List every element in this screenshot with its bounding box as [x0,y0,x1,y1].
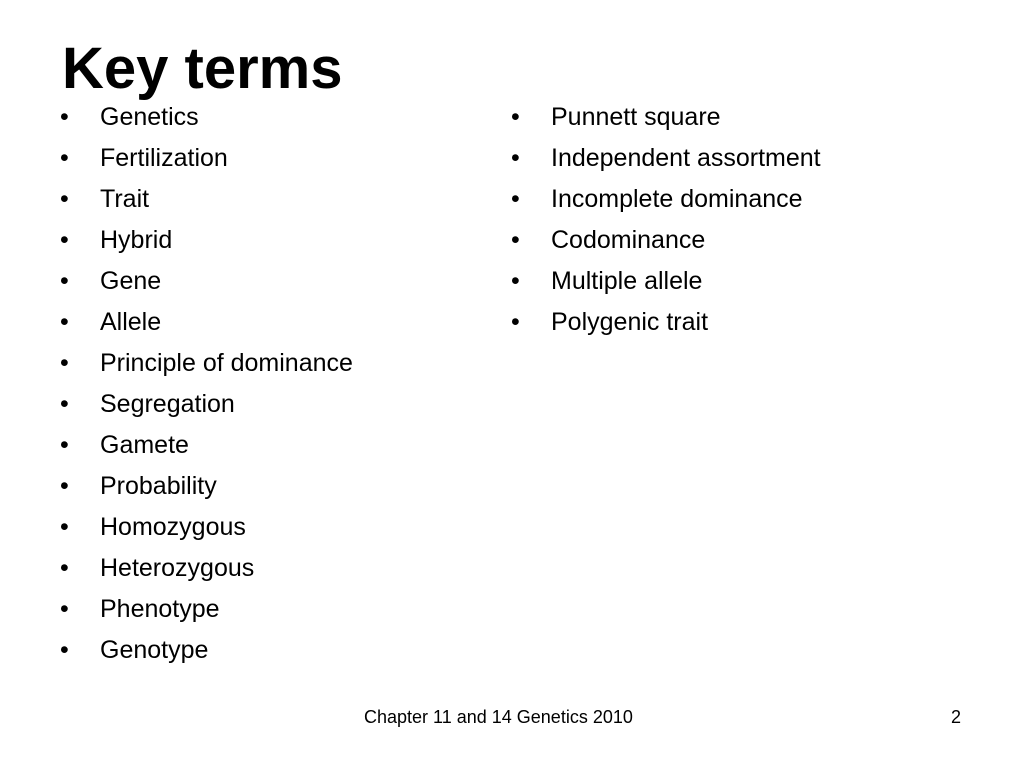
list-item [60,343,480,384]
bullet-icon: • [60,431,69,459]
term-text: Independent assortment [551,144,821,172]
list-item [60,630,480,671]
list-item [511,220,991,261]
term-text: Genetics [100,103,199,131]
list-item [511,179,991,220]
bullet-icon: • [60,636,69,664]
page-number: 2 [951,707,962,727]
list-item [60,179,480,220]
term-text: Homozygous [100,513,246,541]
list-item [60,302,480,343]
term-text: Hybrid [100,226,173,254]
bullet-icon: • [60,595,69,623]
list-item [60,425,480,466]
bullet-icon: • [60,390,69,418]
bullet-icon: • [60,554,69,582]
bullet-icon: • [511,103,520,131]
term-text: Probability [100,472,217,500]
bullet-icon: • [511,226,520,254]
list-item [60,97,480,138]
term-text: Genotype [100,636,209,664]
term-text: Principle of dominance [100,349,353,377]
term-text: Multiple allele [551,267,703,295]
list-item [60,261,480,302]
list-item [511,302,991,343]
bullet-icon: • [60,267,69,295]
bullet-icon: • [511,308,520,336]
bullet-icon: • [60,349,69,377]
slide-title: Key terms [62,36,343,101]
term-text: Phenotype [100,595,220,623]
list-item [60,384,480,425]
bullet-icon: • [60,513,69,541]
list-item [60,466,480,507]
list-item [511,138,991,179]
list-item [60,220,480,261]
bullet-icon: • [60,226,69,254]
term-text: Allele [100,308,162,336]
bullet-icon: • [60,185,69,213]
term-text: Polygenic trait [551,308,709,336]
right-term-list [511,97,991,343]
bullet-icon: • [60,103,69,131]
left-term-list [60,97,480,671]
slide-footer: Chapter 11 and 14 Genetics 2010 [364,707,633,727]
term-text: Gamete [100,431,189,459]
bullet-icon: • [60,144,69,172]
term-text: Segregation [100,390,235,418]
term-text: Gene [100,267,162,295]
bullet-icon: • [60,472,69,500]
term-text: Trait [100,185,150,213]
list-item [60,589,480,630]
list-item [60,138,480,179]
term-text: Fertilization [100,144,228,172]
bullet-icon: • [511,144,520,172]
list-item [511,261,991,302]
list-item [60,507,480,548]
term-text: Heterozygous [100,554,255,582]
bullet-icon: • [511,267,520,295]
bullet-icon: • [60,308,69,336]
term-text: Codominance [551,226,706,254]
term-text: Punnett square [551,103,721,131]
term-text: Incomplete dominance [551,185,803,213]
bullet-icon: • [511,185,520,213]
list-item [511,97,991,138]
list-item [60,548,480,589]
